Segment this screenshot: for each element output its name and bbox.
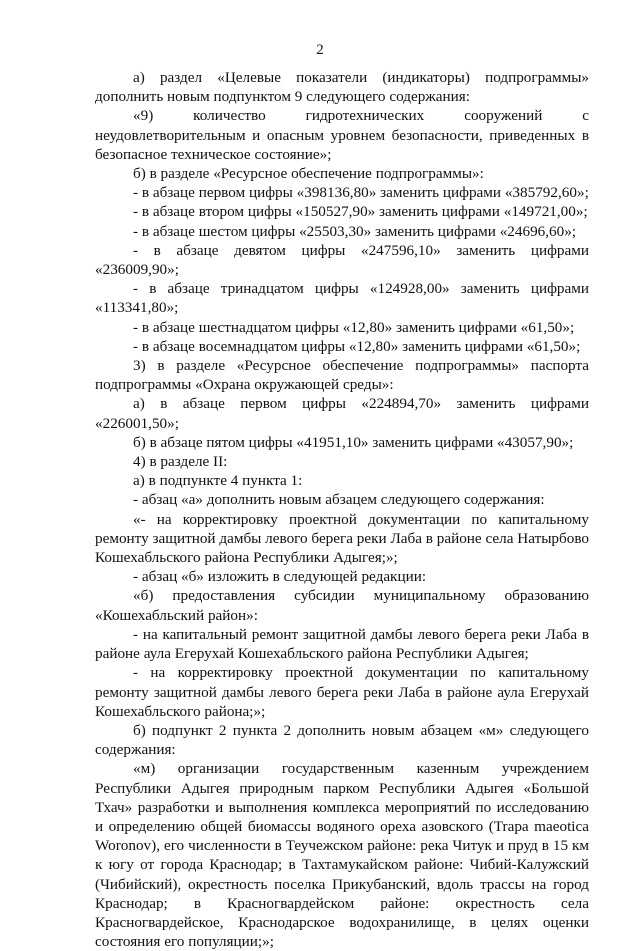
paragraph: «9) количество гидротехнических сооружений с неудовлетворительным и опасным уровнем безопасности, приведенных в безопасное техническое состояние»; [95, 107, 589, 163]
paragraph: - на корректировку проектной документации по капитальному ремонту защитной дамбы левого берега реки Лаба в районе аула Егерухай Кошехабльского района;»; [95, 664, 589, 720]
paragraph: а) раздел «Целевые показатели (индикаторы) подпрограммы» дополнить новым подпунктом 9 следующего содержания: [95, 69, 589, 106]
page-number: 2 [316, 42, 324, 58]
paragraph: - в абзаце первом цифры «398136,80» заменить цифрами «385792,60»; [133, 184, 589, 202]
paragraph: - в абзаце втором цифры «150527,90» заменить цифрами «149721,00»; [133, 203, 588, 221]
paragraph: - абзац «а» дополнить новым абзацем следующего содержания: [133, 491, 545, 509]
paragraph: - на капитальный ремонт защитной дамбы левого берега реки Лаба в районе аула Егерухай Кошехабльского района Республики Адыгея; [95, 625, 589, 663]
paragraph: б) подпункт 2 пункта 2 дополнить новым абзацем «м» следующего содержания: [95, 721, 589, 759]
paragraph: а) в абзаце первом цифры «224894,70» заменить цифрами «226001,50»; [95, 395, 589, 432]
paragraph: - в абзаце шестом цифры «25503,30» заменить цифрами «24696,60»; [133, 222, 577, 240]
paragraph: 4) в разделе II: [133, 453, 228, 471]
paragraph: - в абзаце тринадцатом цифры «124928,00» заменить цифрами «113341,80»; [95, 280, 589, 317]
paragraph: «- на корректировку проектной документации по капитальному ремонту защитной дамбы левого берега реки Лаба в районе села Натырбово Кошехабльского района Республики Адыгея;»; [95, 510, 589, 567]
paragraph: а) в подпункте 4 пункта 1: [133, 472, 303, 490]
paragraph: б) в абзаце пятом цифры «41951,10» заменить цифрами «43057,90»; [133, 433, 574, 451]
paragraph: - в абзаце восемнадцатом цифры «12,80» заменить цифрами «61,50»; [133, 337, 581, 355]
paragraph: - в абзаце шестнадцатом цифры «12,80» заменить цифрами «61,50»; [133, 318, 575, 336]
paragraph: 3) в разделе «Ресурсное обеспечение подпрограммы» паспорта подпрограммы «Охрана окружающей среды»: [95, 357, 589, 394]
paragraph: - абзац «б» изложить в следующей редакции: [133, 568, 427, 586]
paragraph: «м) организации государственным казенным учреждением Республики Адыгея природным парком Республики Адыгея «Большой Тхач» разработки и выполнения комплекса мероприятий по исследованию и определению общей биомассы водяного ореха азовского (Trapa maeotica Woronov), его численности в Теучежском районе: река Читук и пруд в 15 км к югу от города Краснодар; в Тахтамукайском районе: Чибий-Калужский (Чибийский), окрестность поселка Прикубанский, вдоль трассы на город Краснодар; в Красногвардейском районе: окрестность села Красногвардейское, Краснодарское водохранилище, в целях оценки состояния его популяции;»; [95, 760, 589, 951]
paragraph: б) в разделе «Ресурсное обеспечение подпрограммы»: [133, 165, 484, 183]
paragraph: - в абзаце девятом цифры «247596,10» заменить цифрами «236009,90»; [95, 241, 589, 279]
paragraph: «б) предоставления субсидии муниципальному образованию «Кошехабльский район»: [95, 587, 589, 624]
document-body [95, 68, 589, 951]
